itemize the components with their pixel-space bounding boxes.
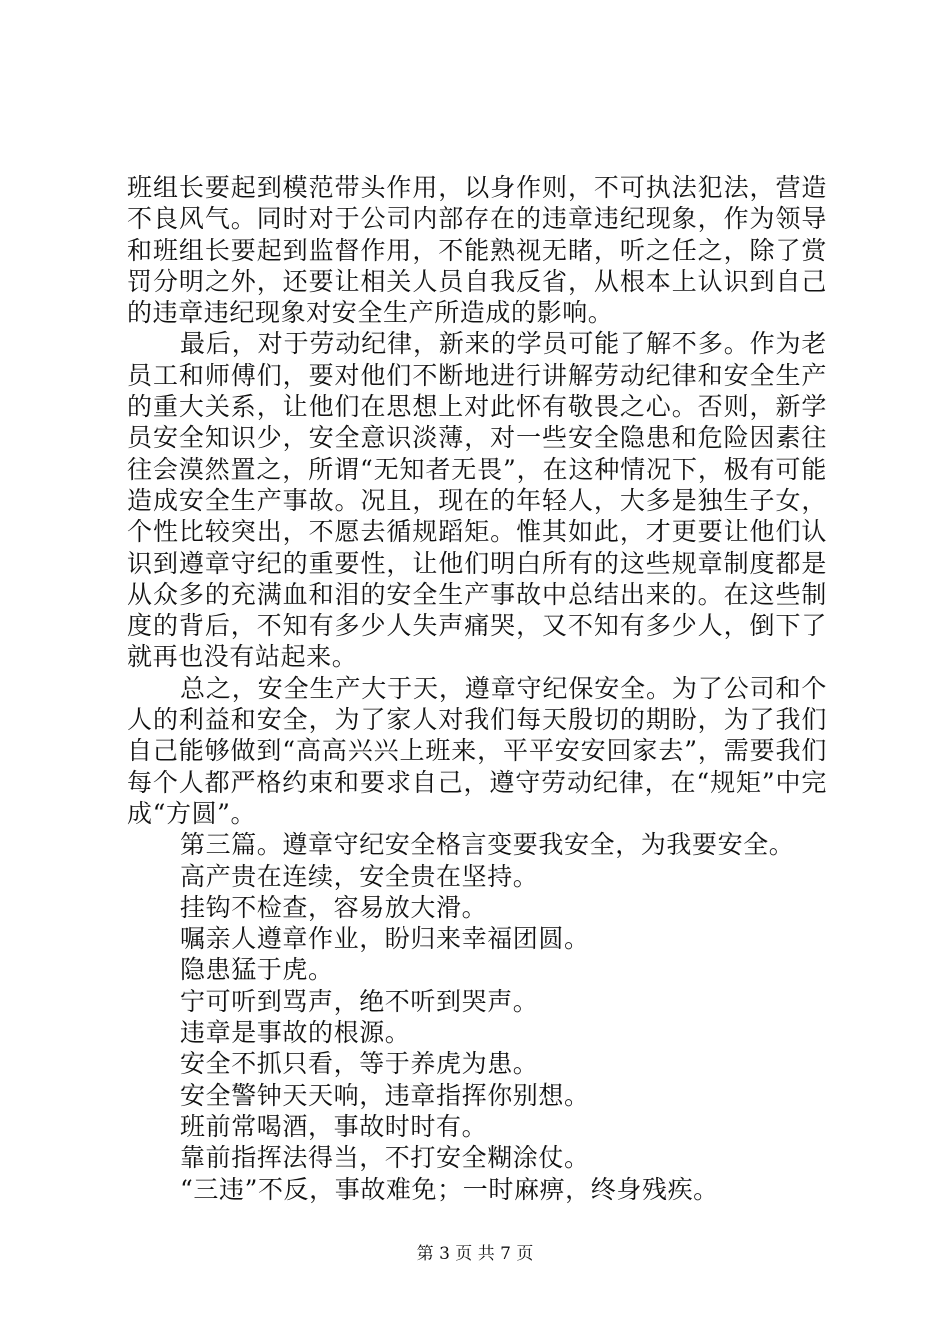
motto-line: 安全警钟天天响，违章指挥你别想。 [180,1080,590,1110]
motto-line: “三违”不反，事故难免；一时麻痹，终身残疾。 [180,1174,719,1204]
motto-line: 隐患猛于虎。 [180,955,334,985]
paragraph-continued: 班组长要起到模范带头作用，以身作则，不可执法犯法，营造不良风气。同时对于公司内部存在的违章违纪现象，作为领导和班组长要起到监督作用，不能熟视无睹，听之任之，除了赏罚分明之外，还要让相关人员自我反省，从根本上认识到自己的违章违纪现象对安全生产所造成的影响。 [127,173,827,328]
motto-line: 班前常喝酒，事故时时有。 [180,1111,488,1141]
motto-line: 违章是事故的根源。 [180,1018,411,1048]
motto-line: 安全不抓只看，等于养虎为患。 [180,1049,539,1079]
page-footer [0,1242,950,1266]
document-body [127,172,827,1205]
page-number: 第 3 页 共 7 页 [416,1244,534,1264]
motto-line: 嘱亲人遵章作业，盼归来幸福团圆。 [180,924,590,954]
paragraph-conclusion: 总之，安全生产大于天，遵章守纪保安全。为了公司和个人的利益和安全，为了家人对我们每天殷切的期盼，为了我们自己能够做到“高高兴兴上班来，平平安安回家去”，需要我们每个人都严格约束和要求自己，遵守劳动纪律，在“规矩”中完成“方圆”。 [127,673,827,828]
motto-line: 靠前指挥法得当，不打安全糊涂仗。 [180,1143,590,1173]
motto-heading: 第三篇。遵章守纪安全格言变要我安全，为我要安全。 [180,830,795,860]
motto-line: 高产贵在连续，安全贵在坚持。 [180,861,539,891]
paragraph-discipline-new-staff: 最后，对于劳动纪律，新来的学员可能了解不多。作为老员工和师傅们，要对他们不断地进行讲解劳动纪律和安全生产的重大关系，让他们在思想上对此怀有敬畏之心。否则，新学员安全知识少，安全意识淡薄，对一些安全隐患和危险因素往往会漠然置之，所谓“无知者无畏”，在这种情况下，极有可能造成安全生产事故。况且，现在的年轻人，大多是独生子女，个性比较突出，不愿去循规蹈矩。惟其如此，才更要让他们认识到遵章守纪的重要性，让他们明白所有的这些规章制度都是从众多的充满血和泪的安全生产事故中总结出来的。在这些制度的背后，不知有多少人失声痛哭，又不知有多少人，倒下了就再也没有站起来。 [127,329,827,672]
motto-line: 挂钩不检查，容易放大滑。 [180,892,488,922]
motto-line: 宁可听到骂声，绝不听到哭声。 [180,986,539,1016]
